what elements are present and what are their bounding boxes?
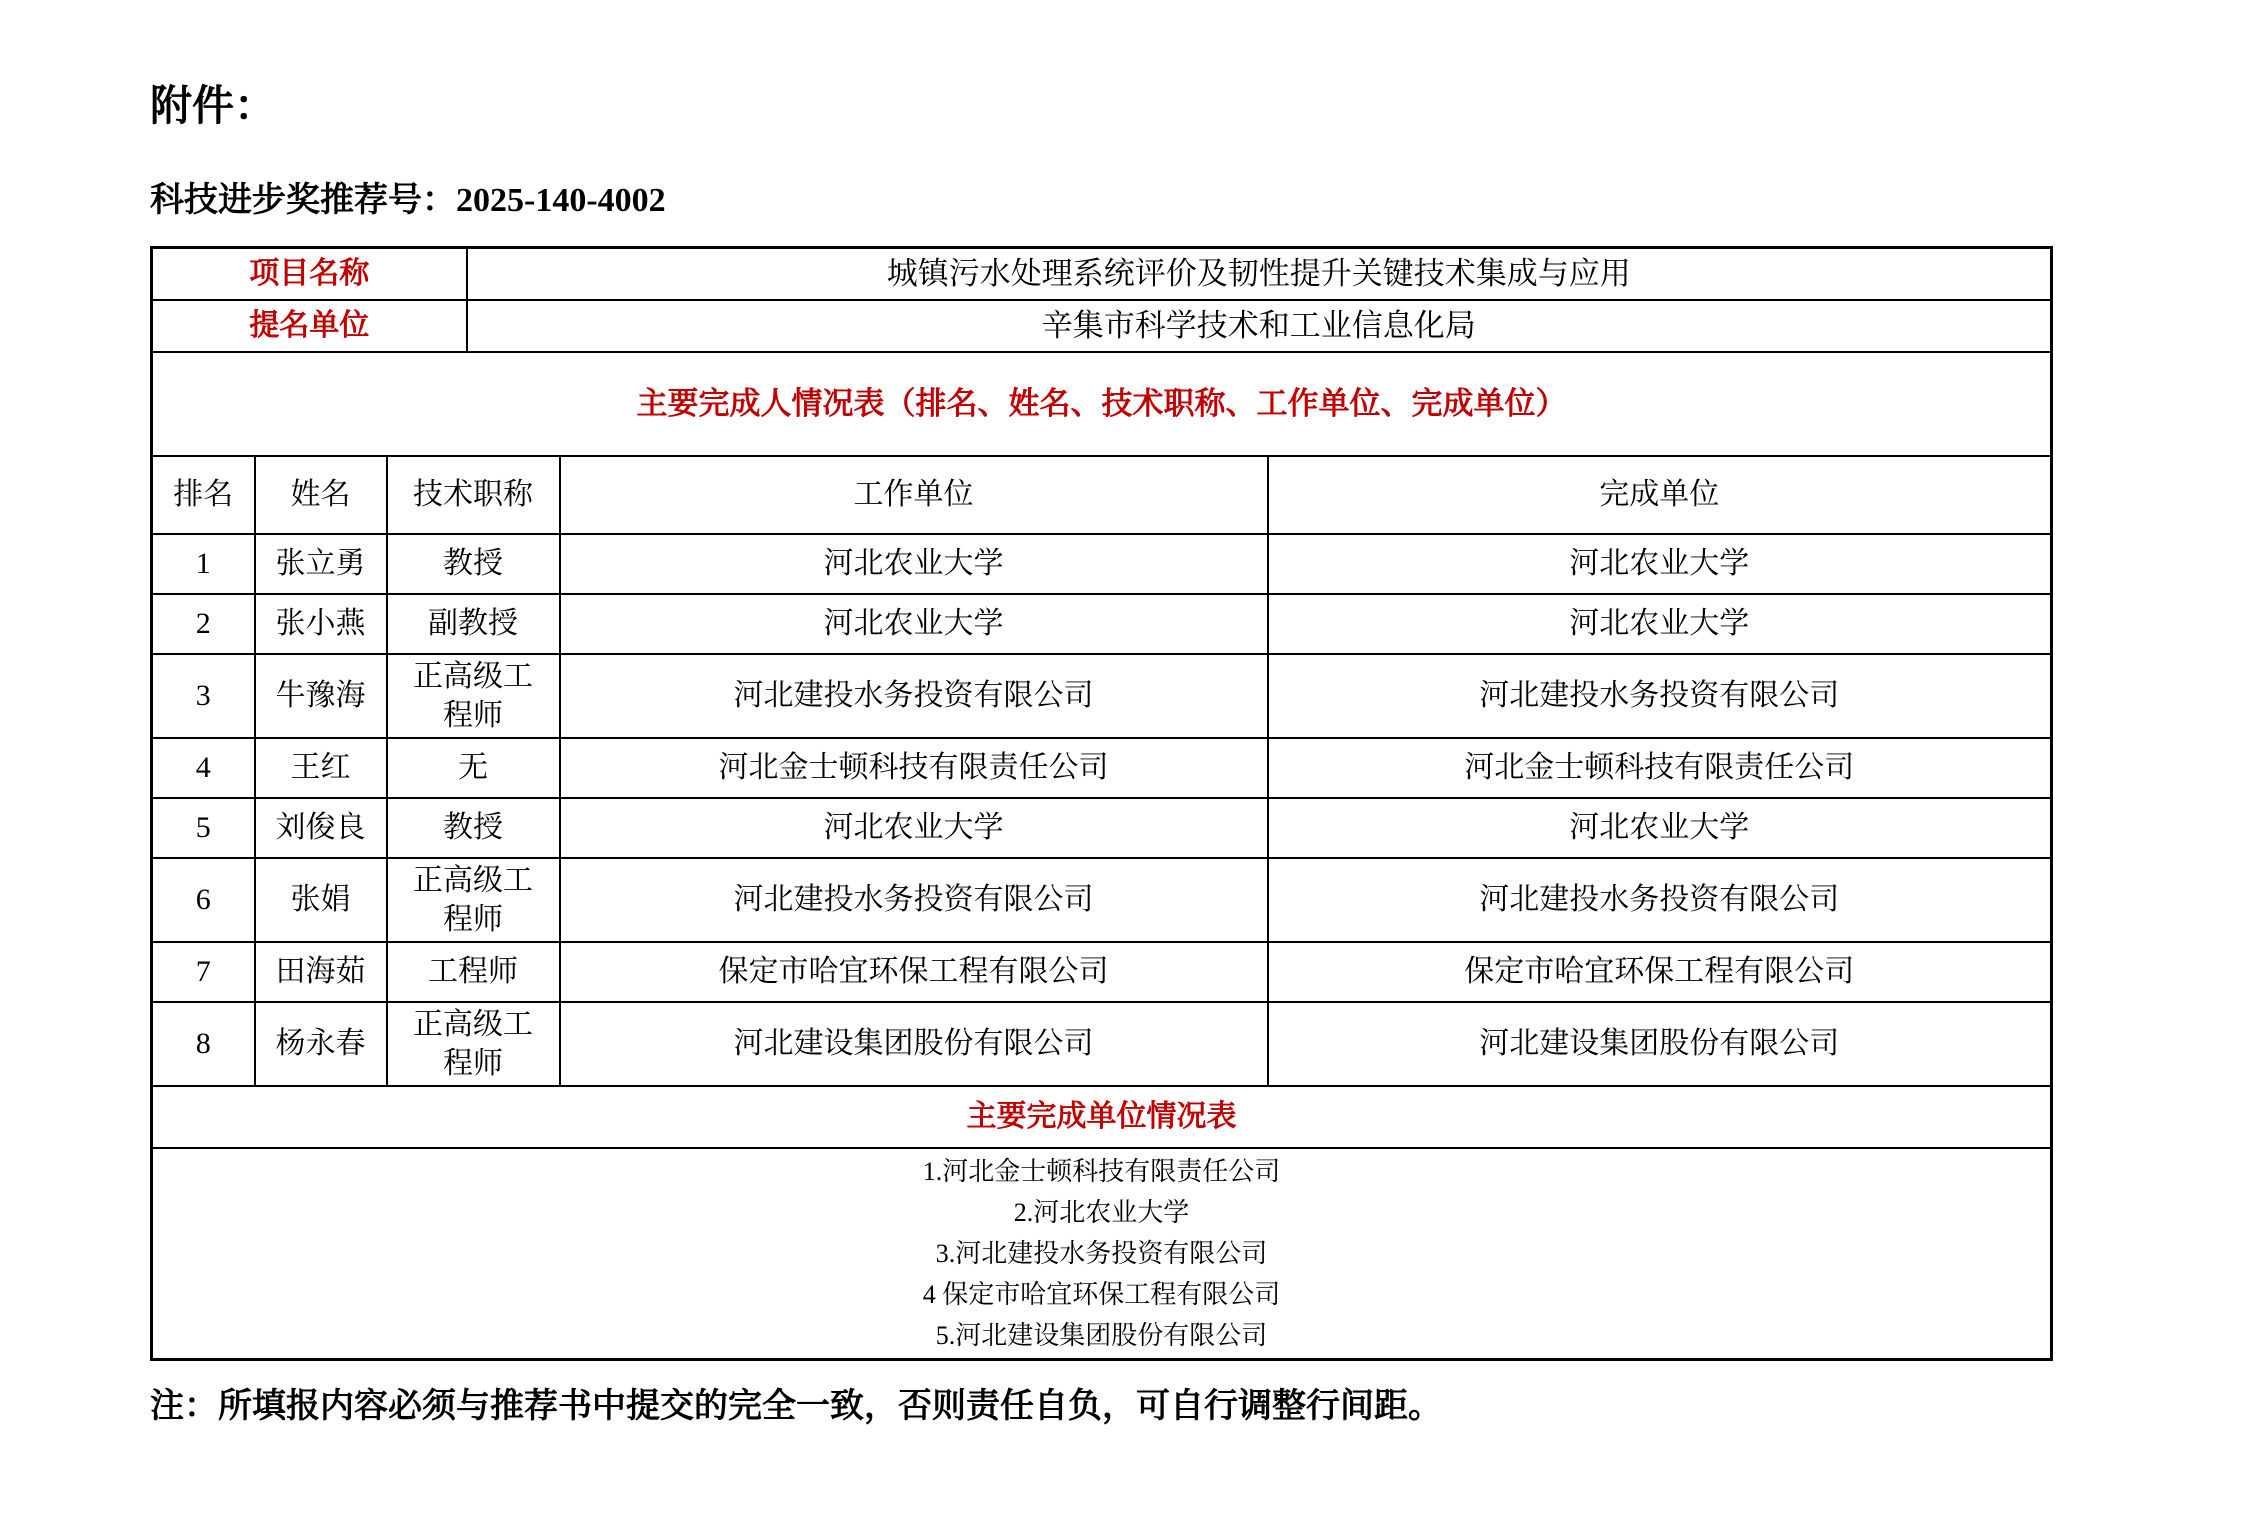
project-name-row — [152, 248, 2052, 300]
cell-completion-unit: 河北建投水务投资有限公司 — [1268, 654, 2052, 738]
nominating-unit-row — [152, 300, 2052, 352]
table-row — [152, 534, 2052, 594]
completers-section-title: 主要完成人情况表（排名、姓名、技术职称、工作单位、完成单位） — [152, 352, 2052, 456]
cell-rank: 3 — [152, 654, 255, 738]
cell-rank: 8 — [152, 1002, 255, 1086]
completers-header-row — [152, 456, 2052, 534]
list-item: 5.河北建设集团股份有限公司 — [935, 1320, 1268, 1350]
units-list-row — [152, 1148, 2052, 1360]
cell-name: 张娟 — [255, 858, 387, 942]
cell-tech-title: 正高级工程师 — [387, 858, 560, 942]
list-item: 4 保定市哈宜环保工程有限公司 — [922, 1279, 1281, 1309]
cell-completion-unit: 保定市哈宜环保工程有限公司 — [1268, 942, 2052, 1002]
cell-work-unit: 河北建投水务投资有限公司 — [560, 858, 1268, 942]
cell-name: 牛豫海 — [255, 654, 387, 738]
list-item: 1.河北金士顿科技有限责任公司 — [922, 1156, 1281, 1186]
header-rank: 排名 — [152, 456, 255, 534]
header-completion-unit: 完成单位 — [1268, 456, 2052, 534]
cell-rank: 7 — [152, 942, 255, 1002]
project-name-label: 项目名称 — [152, 248, 467, 300]
cell-work-unit: 河北金士顿科技有限责任公司 — [560, 738, 1268, 798]
units-section-title-row — [152, 1086, 2052, 1148]
project-name-value: 城镇污水处理系统评价及韧性提升关键技术集成与应用 — [467, 248, 2052, 300]
cell-rank: 4 — [152, 738, 255, 798]
cell-work-unit: 河北建设集团股份有限公司 — [560, 1002, 1268, 1086]
cell-completion-unit: 河北金士顿科技有限责任公司 — [1268, 738, 2052, 798]
cell-tech-title: 正高级工程师 — [387, 654, 560, 738]
cell-name: 田海茹 — [255, 942, 387, 1002]
list-item: 2.河北农业大学 — [1013, 1197, 1190, 1227]
table-row — [152, 738, 2052, 798]
footer-note: 注：所填报内容必须与推荐书中提交的完全一致，否则责任自负，可自行调整行间距。 — [150, 1387, 1442, 1425]
cell-name: 刘俊良 — [255, 798, 387, 858]
cell-work-unit: 河北农业大学 — [560, 798, 1268, 858]
cell-completion-unit: 河北建设集团股份有限公司 — [1268, 1002, 2052, 1086]
cell-tech-title: 教授 — [387, 798, 560, 858]
cell-work-unit: 河北农业大学 — [560, 594, 1268, 654]
cell-name: 张立勇 — [255, 534, 387, 594]
recommendation-heading — [150, 181, 2050, 220]
completers-section-title-row — [152, 352, 2052, 456]
cell-completion-unit: 河北农业大学 — [1268, 534, 2052, 594]
list-item: 3.河北建投水务投资有限公司 — [935, 1238, 1268, 1268]
cell-name: 张小燕 — [255, 594, 387, 654]
table-row — [152, 942, 2052, 1002]
units-list-cell — [152, 1148, 2052, 1360]
cell-rank: 1 — [152, 534, 255, 594]
cell-name: 王红 — [255, 738, 387, 798]
cell-completion-unit: 河北建投水务投资有限公司 — [1268, 858, 2052, 942]
cell-completion-unit: 河北农业大学 — [1268, 594, 2052, 654]
cell-tech-title: 工程师 — [387, 942, 560, 1002]
table-row — [152, 654, 2052, 738]
recommendation-label: 科技进步奖推荐号： — [150, 182, 456, 220]
table-row — [152, 594, 2052, 654]
header-work-unit: 工作单位 — [560, 456, 1268, 534]
cell-work-unit: 保定市哈宜环保工程有限公司 — [560, 942, 1268, 1002]
cell-work-unit: 河北农业大学 — [560, 534, 1268, 594]
cell-rank: 2 — [152, 594, 255, 654]
table-row — [152, 798, 2052, 858]
recommendation-number: 2025-140-4002 — [456, 182, 666, 220]
nominating-unit-value: 辛集市科学技术和工业信息化局 — [467, 300, 2052, 352]
cell-work-unit: 河北建投水务投资有限公司 — [560, 654, 1268, 738]
cell-name: 杨永春 — [255, 1002, 387, 1086]
cell-completion-unit: 河北农业大学 — [1268, 798, 2052, 858]
cell-tech-title: 教授 — [387, 534, 560, 594]
table-row — [152, 858, 2052, 942]
table-row — [152, 1002, 2052, 1086]
award-form-table — [150, 246, 2053, 1361]
attachment-heading: 附件： — [150, 84, 277, 130]
header-name: 姓名 — [255, 456, 387, 534]
cell-tech-title: 副教授 — [387, 594, 560, 654]
nominating-unit-label: 提名单位 — [152, 300, 467, 352]
cell-rank: 5 — [152, 798, 255, 858]
cell-tech-title: 正高级工程师 — [387, 1002, 560, 1086]
cell-tech-title: 无 — [387, 738, 560, 798]
units-section-title: 主要完成单位情况表 — [152, 1086, 2052, 1148]
header-tech-title: 技术职称 — [387, 456, 560, 534]
cell-rank: 6 — [152, 858, 255, 942]
